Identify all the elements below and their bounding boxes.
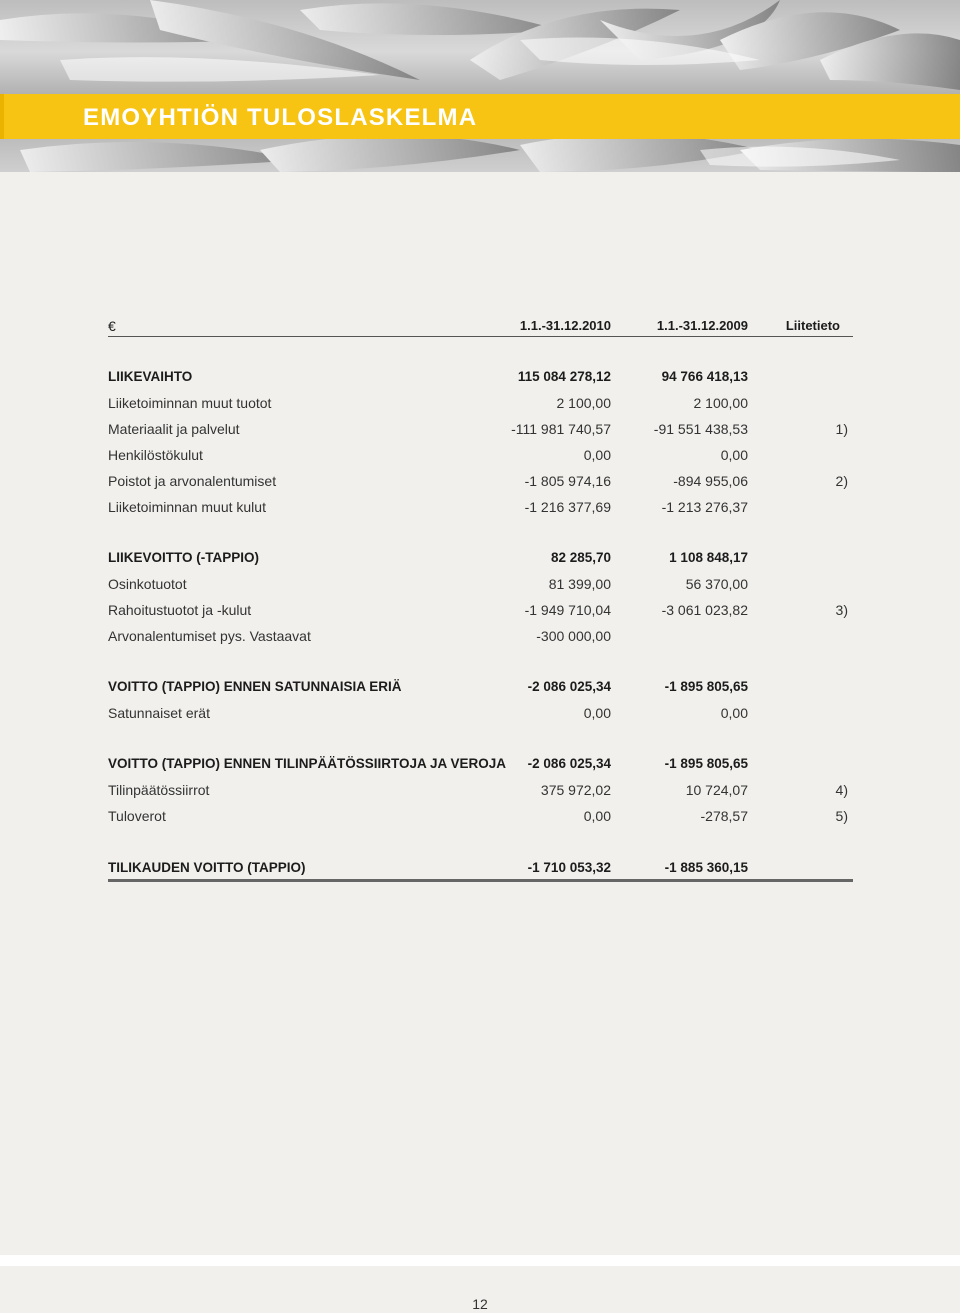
value-2009: -894 955,06 [673,473,748,489]
value-2009: -3 061 023,82 [661,602,748,618]
table-row [108,782,853,804]
column-header-2010: 1.1.-31.12.2010 [519,318,611,333]
row-label: VOITTO (TAPPIO) ENNEN TILINPÄÄTÖSSIIRTOJA JA VEROJA [108,756,507,771]
value-2009: -91 551 438,53 [653,421,748,437]
table-row [108,550,853,572]
currency-symbol: € [108,318,116,334]
row-label: Osinkotuotot [108,576,187,592]
header-banner-image [0,0,960,172]
value-2009: -1 213 276,37 [661,499,748,515]
table-row [108,369,853,391]
table-row [108,473,853,495]
row-label: LIIKEVOITTO (-TAPPIO) [108,550,259,565]
table-row [108,808,853,830]
note-ref: 3) [835,602,848,618]
column-header-2009: 1.1.-31.12.2009 [656,318,748,333]
value-2010: -111 981 740,57 [511,421,611,437]
row-label: Poistot ja arvonalentumiset [108,473,277,489]
page-number: 12 [472,1296,488,1312]
table-header [108,316,853,337]
value-2009: -278,57 [700,808,748,824]
value-2010: -300 000,00 [536,628,611,644]
value-2009: 10 724,07 [685,782,748,798]
value-2009: -1 895 805,65 [664,679,748,694]
row-label: Materiaalit ja palvelut [108,421,240,437]
row-label: TILIKAUDEN VOITTO (TAPPIO) [108,860,306,875]
value-2010: 375 972,02 [540,782,611,798]
row-label: Tilinpäätössiirrot [108,782,210,798]
row-label: Tuloverot [108,808,166,824]
value-2009: -1 885 360,15 [664,860,748,875]
row-label: Rahoitustuotot ja -kulut [108,602,252,618]
row-label: Satunnaiset erät [108,705,210,721]
row-label: LIIKEVAIHTO [108,369,193,384]
table-row [108,576,853,598]
value-2010: -1 216 377,69 [524,499,611,515]
value-2010: -1 805 974,16 [524,473,611,489]
note-ref: 2) [835,473,848,489]
value-2010: 0,00 [583,447,611,463]
value-2010: -1 710 053,32 [527,860,611,875]
value-2009: 0,00 [720,705,748,721]
value-2009: 2 100,00 [693,395,748,411]
total-underline [108,879,853,882]
row-label: Arvonalentumiset pys. Vastaavat [108,628,311,644]
row-label: Liiketoiminnan muut kulut [108,499,266,515]
title-bar-accent [0,94,4,139]
value-2010: -2 086 025,34 [527,756,611,771]
table-row [108,756,853,778]
value-2009: 0,00 [720,447,748,463]
value-2010: 115 084 278,12 [517,369,611,384]
note-ref: 4) [835,782,848,798]
value-2009: 1 108 848,17 [669,550,748,565]
value-2010: 81 399,00 [548,576,611,592]
table-row [108,679,853,701]
row-label: VOITTO (TAPPIO) ENNEN SATUNNAISIA ERIÄ [108,679,402,694]
value-2009: 94 766 418,13 [661,369,748,384]
page-title: EMOYHTIÖN TULOSLASKELMA [83,104,478,131]
note-ref: 5) [835,808,848,824]
value-2009: 56 370,00 [685,576,748,592]
value-2010: 2 100,00 [556,395,611,411]
value-2010: 0,00 [583,808,611,824]
column-header-note: Liitetieto [785,318,840,333]
table-row [108,421,853,443]
table-row [108,705,853,727]
row-label: Henkilöstökulut [108,447,203,463]
income-statement-table [108,316,853,875]
table-row [108,499,853,521]
petal-pattern [0,0,960,172]
row-label: Liiketoiminnan muut tuotot [108,395,272,411]
value-2010: 0,00 [583,705,611,721]
value-2010: -2 086 025,34 [527,679,611,694]
table-row [108,628,853,650]
value-2009: -1 895 805,65 [664,756,748,771]
table-row [108,602,853,624]
table-row [108,395,853,417]
table-row [108,447,853,469]
value-2010: 82 285,70 [550,550,611,565]
value-2010: -1 949 710,04 [524,602,611,618]
note-ref: 1) [835,421,848,437]
